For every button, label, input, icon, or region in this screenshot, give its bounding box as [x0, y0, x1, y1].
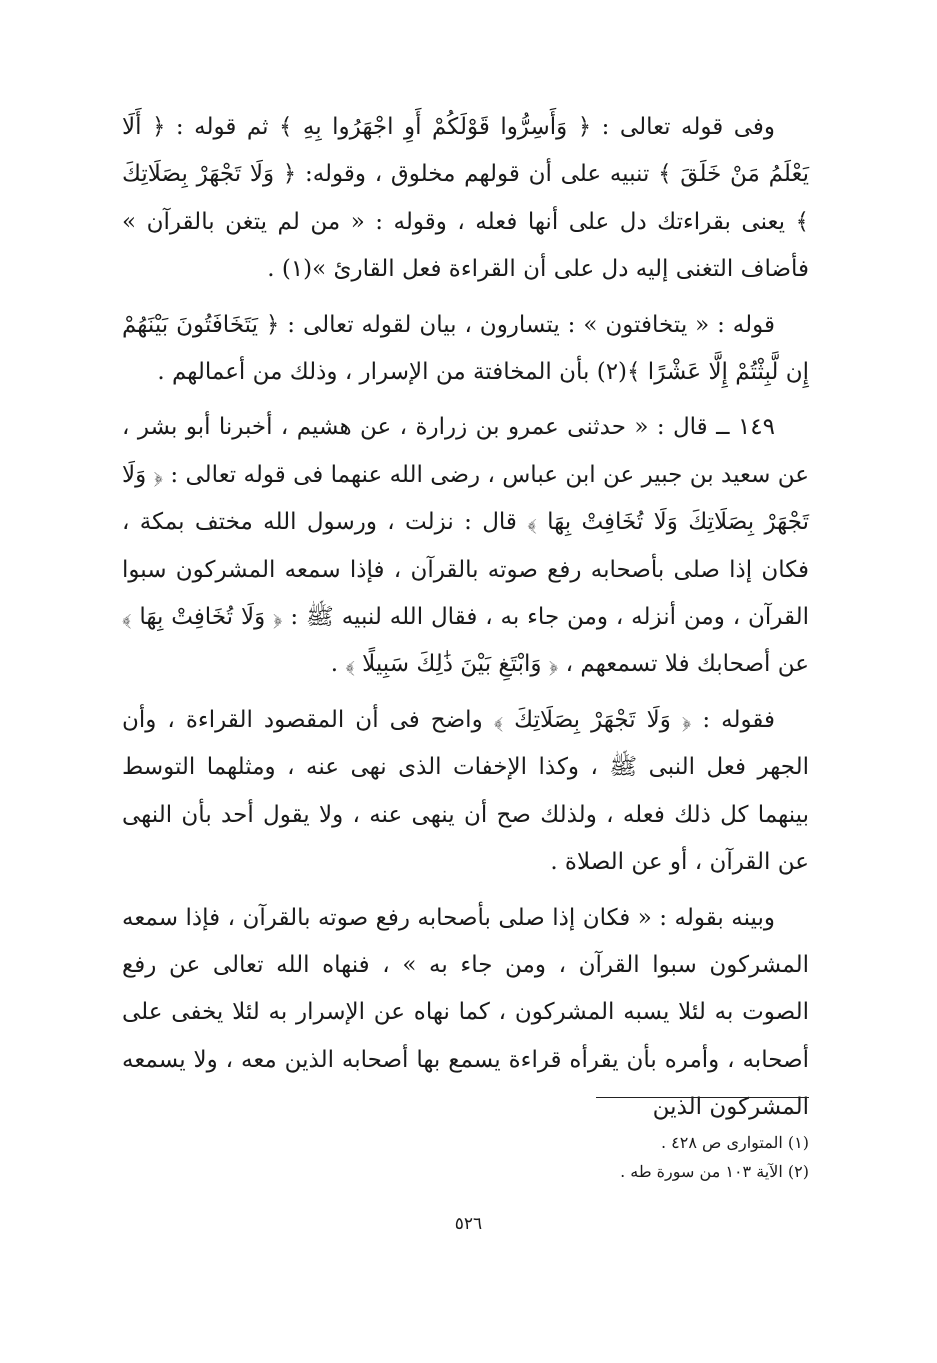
footnote-2: (٢) الآية ١٠٣ من سورة طه .	[620, 1162, 809, 1181]
footnotes	[400, 1128, 809, 1186]
paragraph-4: فقوله : ﴿ وَلَا تَجْهَرْ بِصَلَاتِكَ ﴾ واضح فى أن المقصود القراءة ، وأن الجهر فعل النبى ﷺ ، وكذا الإخفات الذى نهى عنه ، ومثلهما التوسط بينهما كل ذلك فعله ، ولذلك صح أن ينهى عنه ، ولا يقول أحد بأن النهى عن القرآن ، أو عن الصلاة .	[122, 706, 809, 876]
page-number: ٥٢٦	[454, 1214, 483, 1234]
paragraph-5: وبينه بقوله : « فكان إذا صلى بأصحابه رفع صوته بالقرآن ، فإذا سمعه المشركون سبوا القرآن ، ومن جاء به » ، فنهاه الله تعالى عن رفع الصوت به لئلا يسبه المشركون ، كما نهاه عن الإسرار به لئلا يخفى على أصحابه ، وأمره بأن يقرأه قراءة يسمع بها أصحابه الذين معه ، ولا يسمعه المشركون الذين	[122, 904, 809, 1121]
main-text	[122, 104, 809, 1140]
footnote-divider	[596, 1097, 809, 1098]
paragraph-2: قوله : « يتخافتون » : يتسارون ، بيان لقوله تعالى : ﴿ يَتَخَافَتُونَ بَيْنَهُمْ إِن لَّبِثْتُمْ إِلَّا عَشْرًا ﴾(٢) بأن المخافتة من الإسرار ، وذلك من أعمالهم .	[122, 311, 809, 386]
paragraph-3: ١٤٩ ــ قال : « حدثنى عمرو بن زرارة ، عن هشيم ، أخبرنا أبو بشر ، عن سعيد بن جبير عن ابن عباس ، رضى الله عنهما فى قوله تعالى : ﴿ وَلَا تَجْهَرْ بِصَلَاتِكَ وَلَا تُخَافِتْ بِهَا ﴾ قال : نزلت ، ورسول الله مختف بمكة ، فكان إذا صلى بأصحابه رفع صوته بالقرآن ، فإذا سمعه المشركون سبوا القرآن ، ومن أنزله ، ومن جاء به ، فقال الله لنبيه ﷺ : ﴿ وَلَا تُخَافِتْ بِهَا ﴾ عن أصحابك فلا تسمعهم ، ﴿ وَابْتَغِ بَيْنَ ذَٰلِكَ سَبِيلًا ﴾ .	[122, 414, 809, 678]
paragraph-1: وفى قوله تعالى : ﴿ وَأَسِرُّوا قَوْلَكُمْ أَوِ اجْهَرُوا بِهِ ﴾ ثم قوله : ﴿ أَلَا يَعْلَمُ مَنْ خَلَقَ ﴾ تنبيه على أن قولهم مخلوق ، وقوله: ﴿ وَلَا تَجْهَرْ بِصَلَاتِكَ ﴾ يعنى بقراءتك دل على أنها فعله ، وقوله : « من لم يتغن بالقرآن » فأضاف التغنى إليه دل على أن القراءة فعل القارئ »(١) .	[122, 114, 809, 283]
footnote-1: (١) المتوارى ص ٤٢٨ .	[661, 1133, 809, 1152]
